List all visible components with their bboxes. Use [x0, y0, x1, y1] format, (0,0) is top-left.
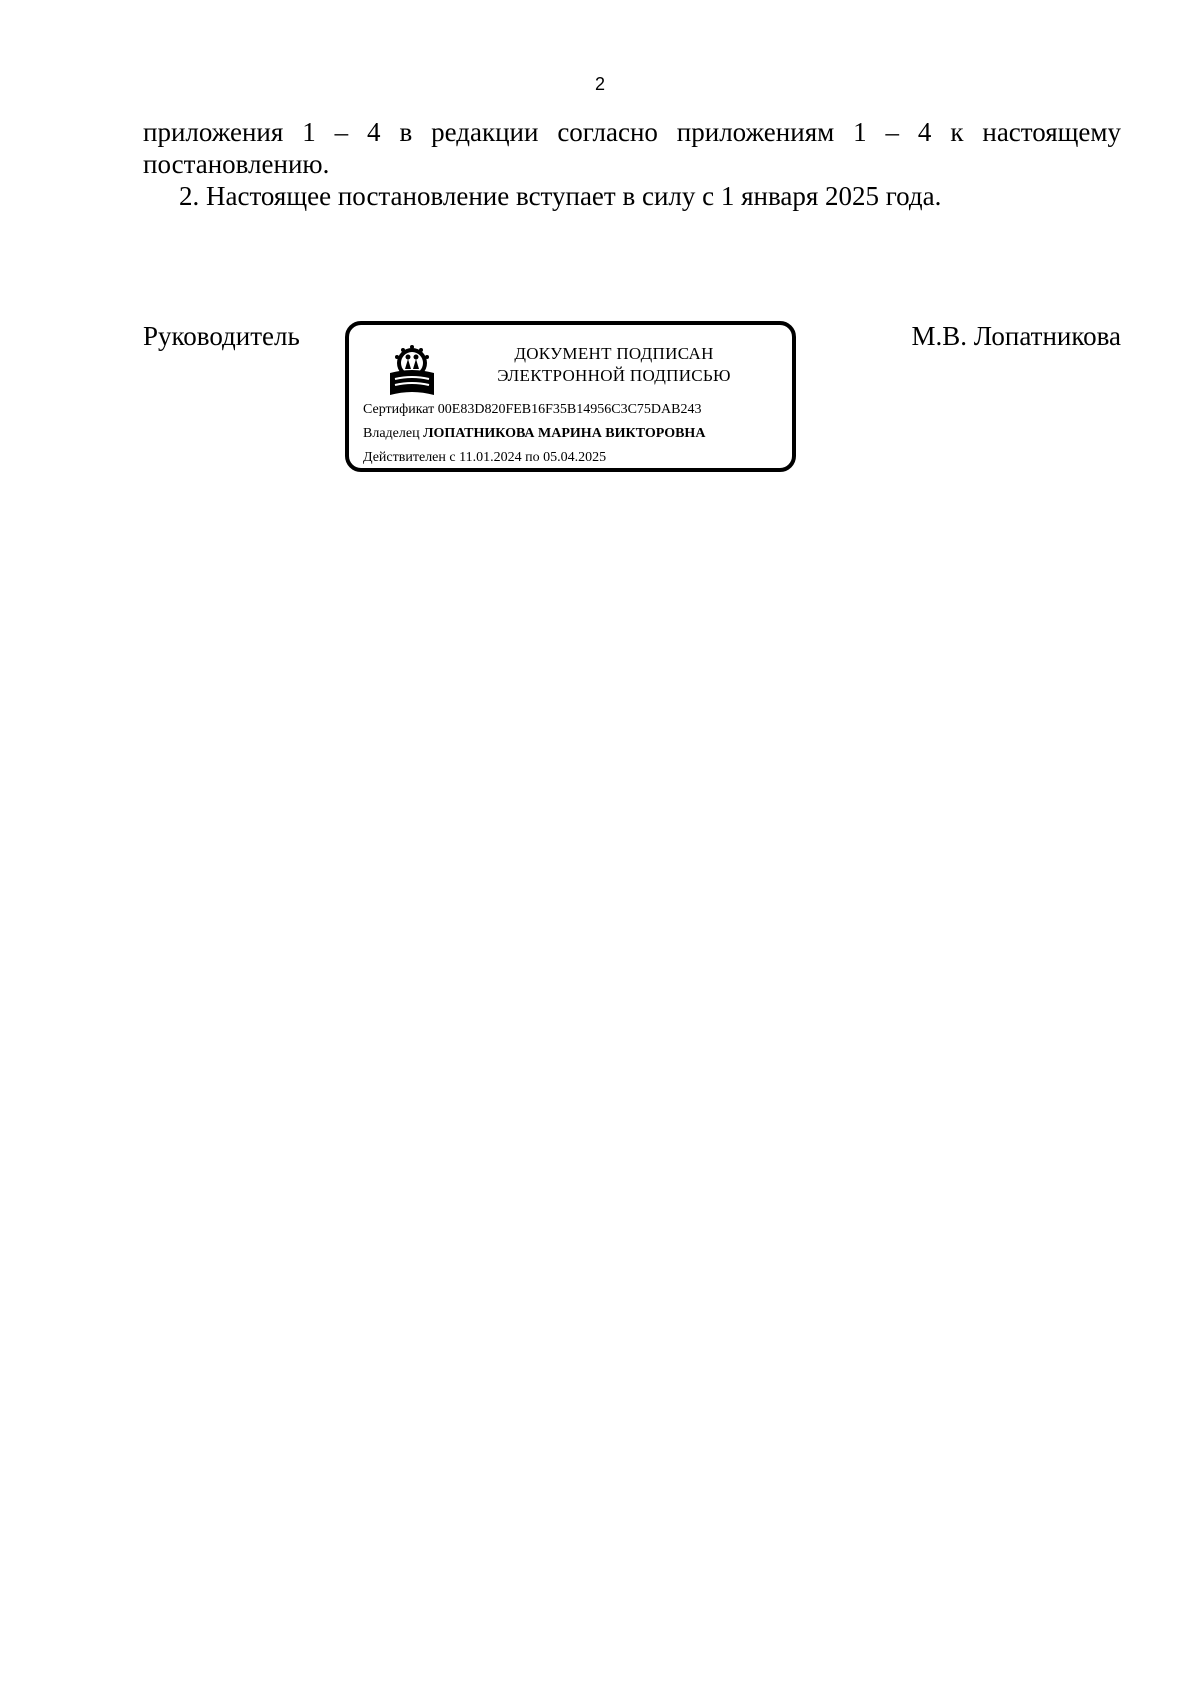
document-body — [143, 116, 1121, 212]
certificate-value: 00E83D820FEB16F35B14956C3C75DAB243 — [437, 402, 702, 417]
paragraph-item-2: 2. Настоящее постановление вступает в силу с 1 января 2025 года. — [179, 181, 942, 211]
valid-to-label: по — [525, 450, 540, 465]
valid-to: 05.04.2025 — [543, 450, 607, 465]
stamp-certificate-line — [363, 402, 701, 418]
paragraph-line-2: постановлению. — [143, 149, 330, 179]
owner-label: Владелец — [363, 426, 420, 441]
signature-role: Руководитель — [143, 321, 300, 351]
stamp-title-line-1: ДОКУМЕНТ ПОДПИСАН — [514, 344, 714, 363]
stamp-title-line-2: ЭЛЕКТРОННОЙ ПОДПИСЬЮ — [497, 366, 731, 385]
stamp-validity-line — [363, 450, 606, 466]
signature-name: М.В. Лопатникова — [911, 321, 1121, 351]
valid-label: Действителен с — [363, 450, 456, 465]
paragraph-line-1: приложения 1 – 4 в редакции согласно приложениям 1 – 4 к настоящему — [143, 117, 1121, 147]
electronic-signature-stamp — [345, 321, 796, 472]
stamp-owner-line — [363, 426, 705, 442]
certificate-label: Сертификат — [363, 402, 435, 417]
page-number: 2 — [594, 74, 605, 94]
owner-value: ЛОПАТНИКОВА МАРИНА ВИКТОРОВНА — [423, 426, 706, 441]
valid-from: 11.01.2024 — [459, 450, 522, 465]
regional-emblem-icon — [387, 343, 437, 397]
